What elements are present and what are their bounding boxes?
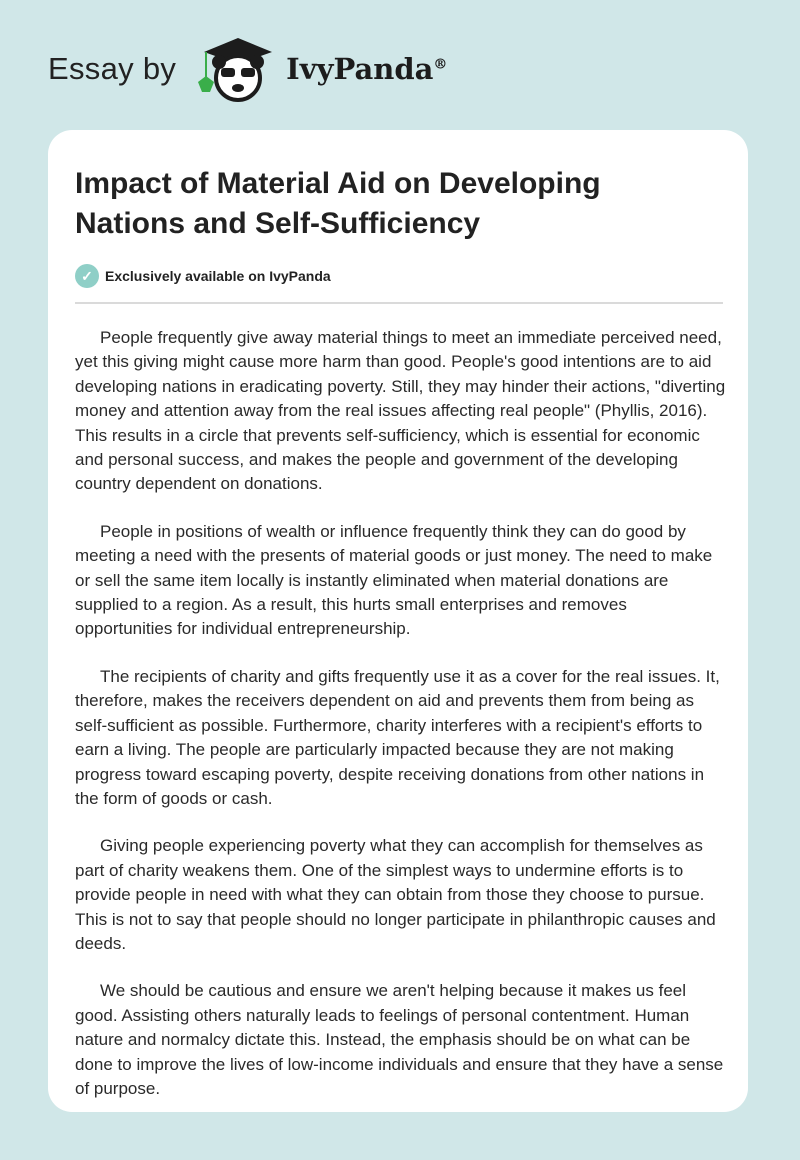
paragraph: We should be cautious and ensure we aren't helping because it makes us feel good. Assisting others naturally leads to feelings of personal contentment. Human nature and normalcy dictate this. Instead, the emphasis should be on what can be done to improve the lives of low-income individuals and ensure that they have a sense of purpose. xyxy=(75,981,724,1098)
essay-card xyxy=(48,130,748,1112)
divider xyxy=(75,302,723,304)
brand-name: IvyPanda® xyxy=(286,52,448,86)
site-header xyxy=(48,34,447,104)
paragraph: Giving people experiencing poverty what they can accomplish for themselves as part of charity weakens them. One of the simplest ways to undermine efforts is to provide people in need with what they can obtain from those they choose to pursue. This is not to say that people should no longer participate in philanthropic causes and deeds. xyxy=(75,836,716,953)
check-circle-icon: ✓ xyxy=(75,264,99,288)
exclusive-badge xyxy=(75,264,331,288)
paragraph: People in positions of wealth or influence frequently think they can do good by meeting a need with the presents of material goods or just money. The need to make or sell the same item locally is instantly eliminated when material donations are supplied to a region. As a result, this hurts small enterprises and removes opportunities for individual entrepreneurship. xyxy=(75,521,713,639)
ivypanda-logo-icon[interactable] xyxy=(194,34,280,104)
essay-by-label: Essay by xyxy=(48,51,177,86)
paragraph: People frequently give away material things to meet an immediate perceived need, yet this giving might cause more harm than good. People's good intentions are to aid developing nations in eradicating poverty. Still, they may hinder their actions, "diverting money and attention away from the real issues affecting real people" (Phyllis, 2016). This results in a circle that prevents self-sufficiency, which is essential for economic and personal success, and makes the people and government of the developing country dependent on donations. xyxy=(75,328,726,494)
badge-label: Exclusively available on IvyPanda xyxy=(105,268,331,284)
paragraph: The recipients of charity and gifts frequently use it as a cover for the real issues. It, therefore, makes the receivers dependent on aid and prevents them from being as self-sufficient as possible. Furthermore, charity interferes with a recipient's efforts to earn a living. The people are particularly impacted because they are not making progress toward escaping poverty, despite receiving donations from other nations in the form of goods or cash. xyxy=(75,666,720,808)
essay-body xyxy=(75,326,727,1124)
page-title: Impact of Material Aid on Developing Nations and Self-Sufficiency xyxy=(75,167,601,240)
